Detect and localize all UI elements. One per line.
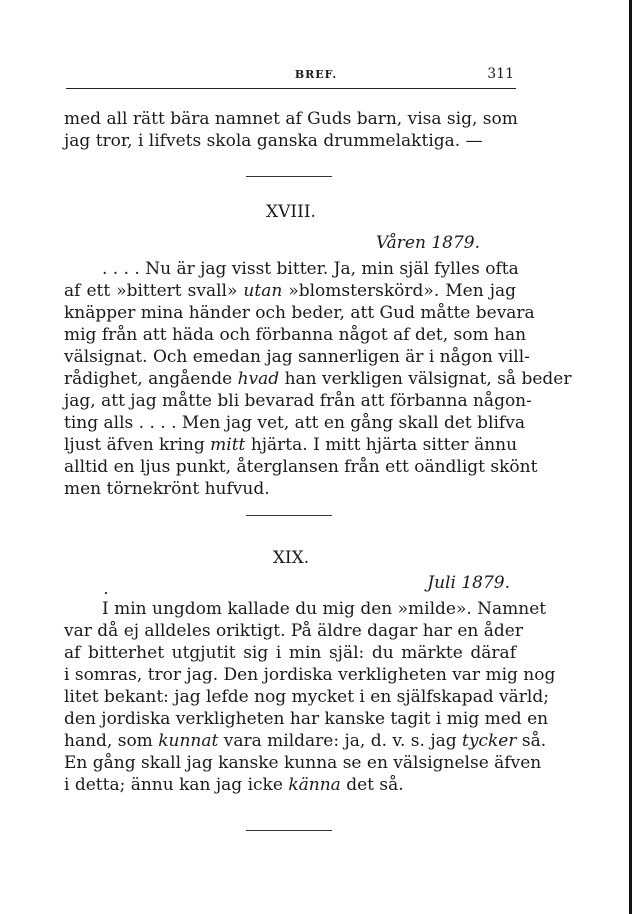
text-line: af ett »bittert svall» utan »blomsterskörd». Men jag — [64, 281, 516, 301]
page-header — [66, 66, 516, 89]
intro-paragraph — [64, 108, 516, 152]
italic-word: tycker — [462, 731, 517, 751]
letter-body-19 — [64, 598, 556, 796]
italic-word: utan — [243, 281, 283, 301]
text-line: I min ungdom kallade du mig den »milde». Namnet — [102, 599, 547, 619]
text-line: ljust äfven kring mitt hjärta. I mitt hjärta sitter ännu — [64, 435, 518, 455]
section-divider — [246, 515, 332, 516]
italic-word: mitt — [210, 435, 246, 455]
letter-numeral-19: XIX. — [272, 548, 310, 568]
text-line: ting alls . . . . Men jag vet, att en gång skall det blifva — [64, 413, 525, 433]
running-head: BREF. — [294, 68, 338, 81]
text-line: med all rätt bära namnet af Guds barn, visa sig, som — [64, 109, 518, 129]
page-number: 311 — [487, 66, 514, 82]
text-line: jag tror, i lifvets skola ganska drummelaktiga. — — [64, 131, 483, 151]
print-speck — [105, 592, 107, 594]
section-divider — [246, 830, 332, 831]
text-line: var då ej alldeles oriktigt. På äldre dagar har en åder — [64, 621, 523, 641]
text-line: men törnekrönt hufvud. — [64, 479, 270, 499]
italic-word: känna — [288, 775, 341, 795]
text-line: rådighet, angående hvad han verkligen välsignat, så beder — [64, 369, 572, 389]
text-line: den jordiska verkligheten har kanske tagit i mig med en — [64, 709, 549, 729]
letter-date-19: Juli 1879. — [427, 573, 510, 593]
text-line: välsignat. Och emedan jag sannerligen är i någon vill- — [64, 347, 530, 367]
letter-body-18 — [64, 258, 572, 500]
text-line: litet bekant: jag lefde nog mycket i en själfskapad värld; — [64, 687, 549, 707]
italic-word: kunnat — [158, 731, 219, 751]
letter-date-18: Våren 1879. — [375, 233, 480, 253]
text-line: af bitterhet utgjutit sig i min själ: du märkte däraf — [64, 643, 516, 663]
text-line: knäpper mina händer och beder, att Gud måtte bevara — [64, 303, 535, 323]
italic-word: hvad — [237, 369, 280, 389]
text-line: i somras, tror jag. Den jordiska verkligheten var mig nog — [64, 665, 556, 685]
text-line: jag, att jag måtte bli bevarad från att förbanna någon- — [64, 391, 532, 411]
text-line: mig från att häda och förbanna något af det, som han — [64, 325, 527, 345]
text-line: hand, som kunnat vara mildare: ja, d. v. s. jag tycker så. — [64, 731, 547, 751]
text-line: alltid en ljus punkt, återglansen från ett oändligt skönt — [64, 457, 538, 477]
text-line: . . . . Nu är jag visst bitter. Ja, min själ fylles ofta — [102, 259, 519, 279]
text-line: En gång skall jag kanske kunna se en välsignelse äfven — [64, 753, 542, 773]
section-divider — [246, 176, 332, 177]
letter-numeral-18: XVIII. — [266, 202, 316, 222]
text-line: i detta; ännu kan jag icke känna det så. — [64, 775, 404, 795]
